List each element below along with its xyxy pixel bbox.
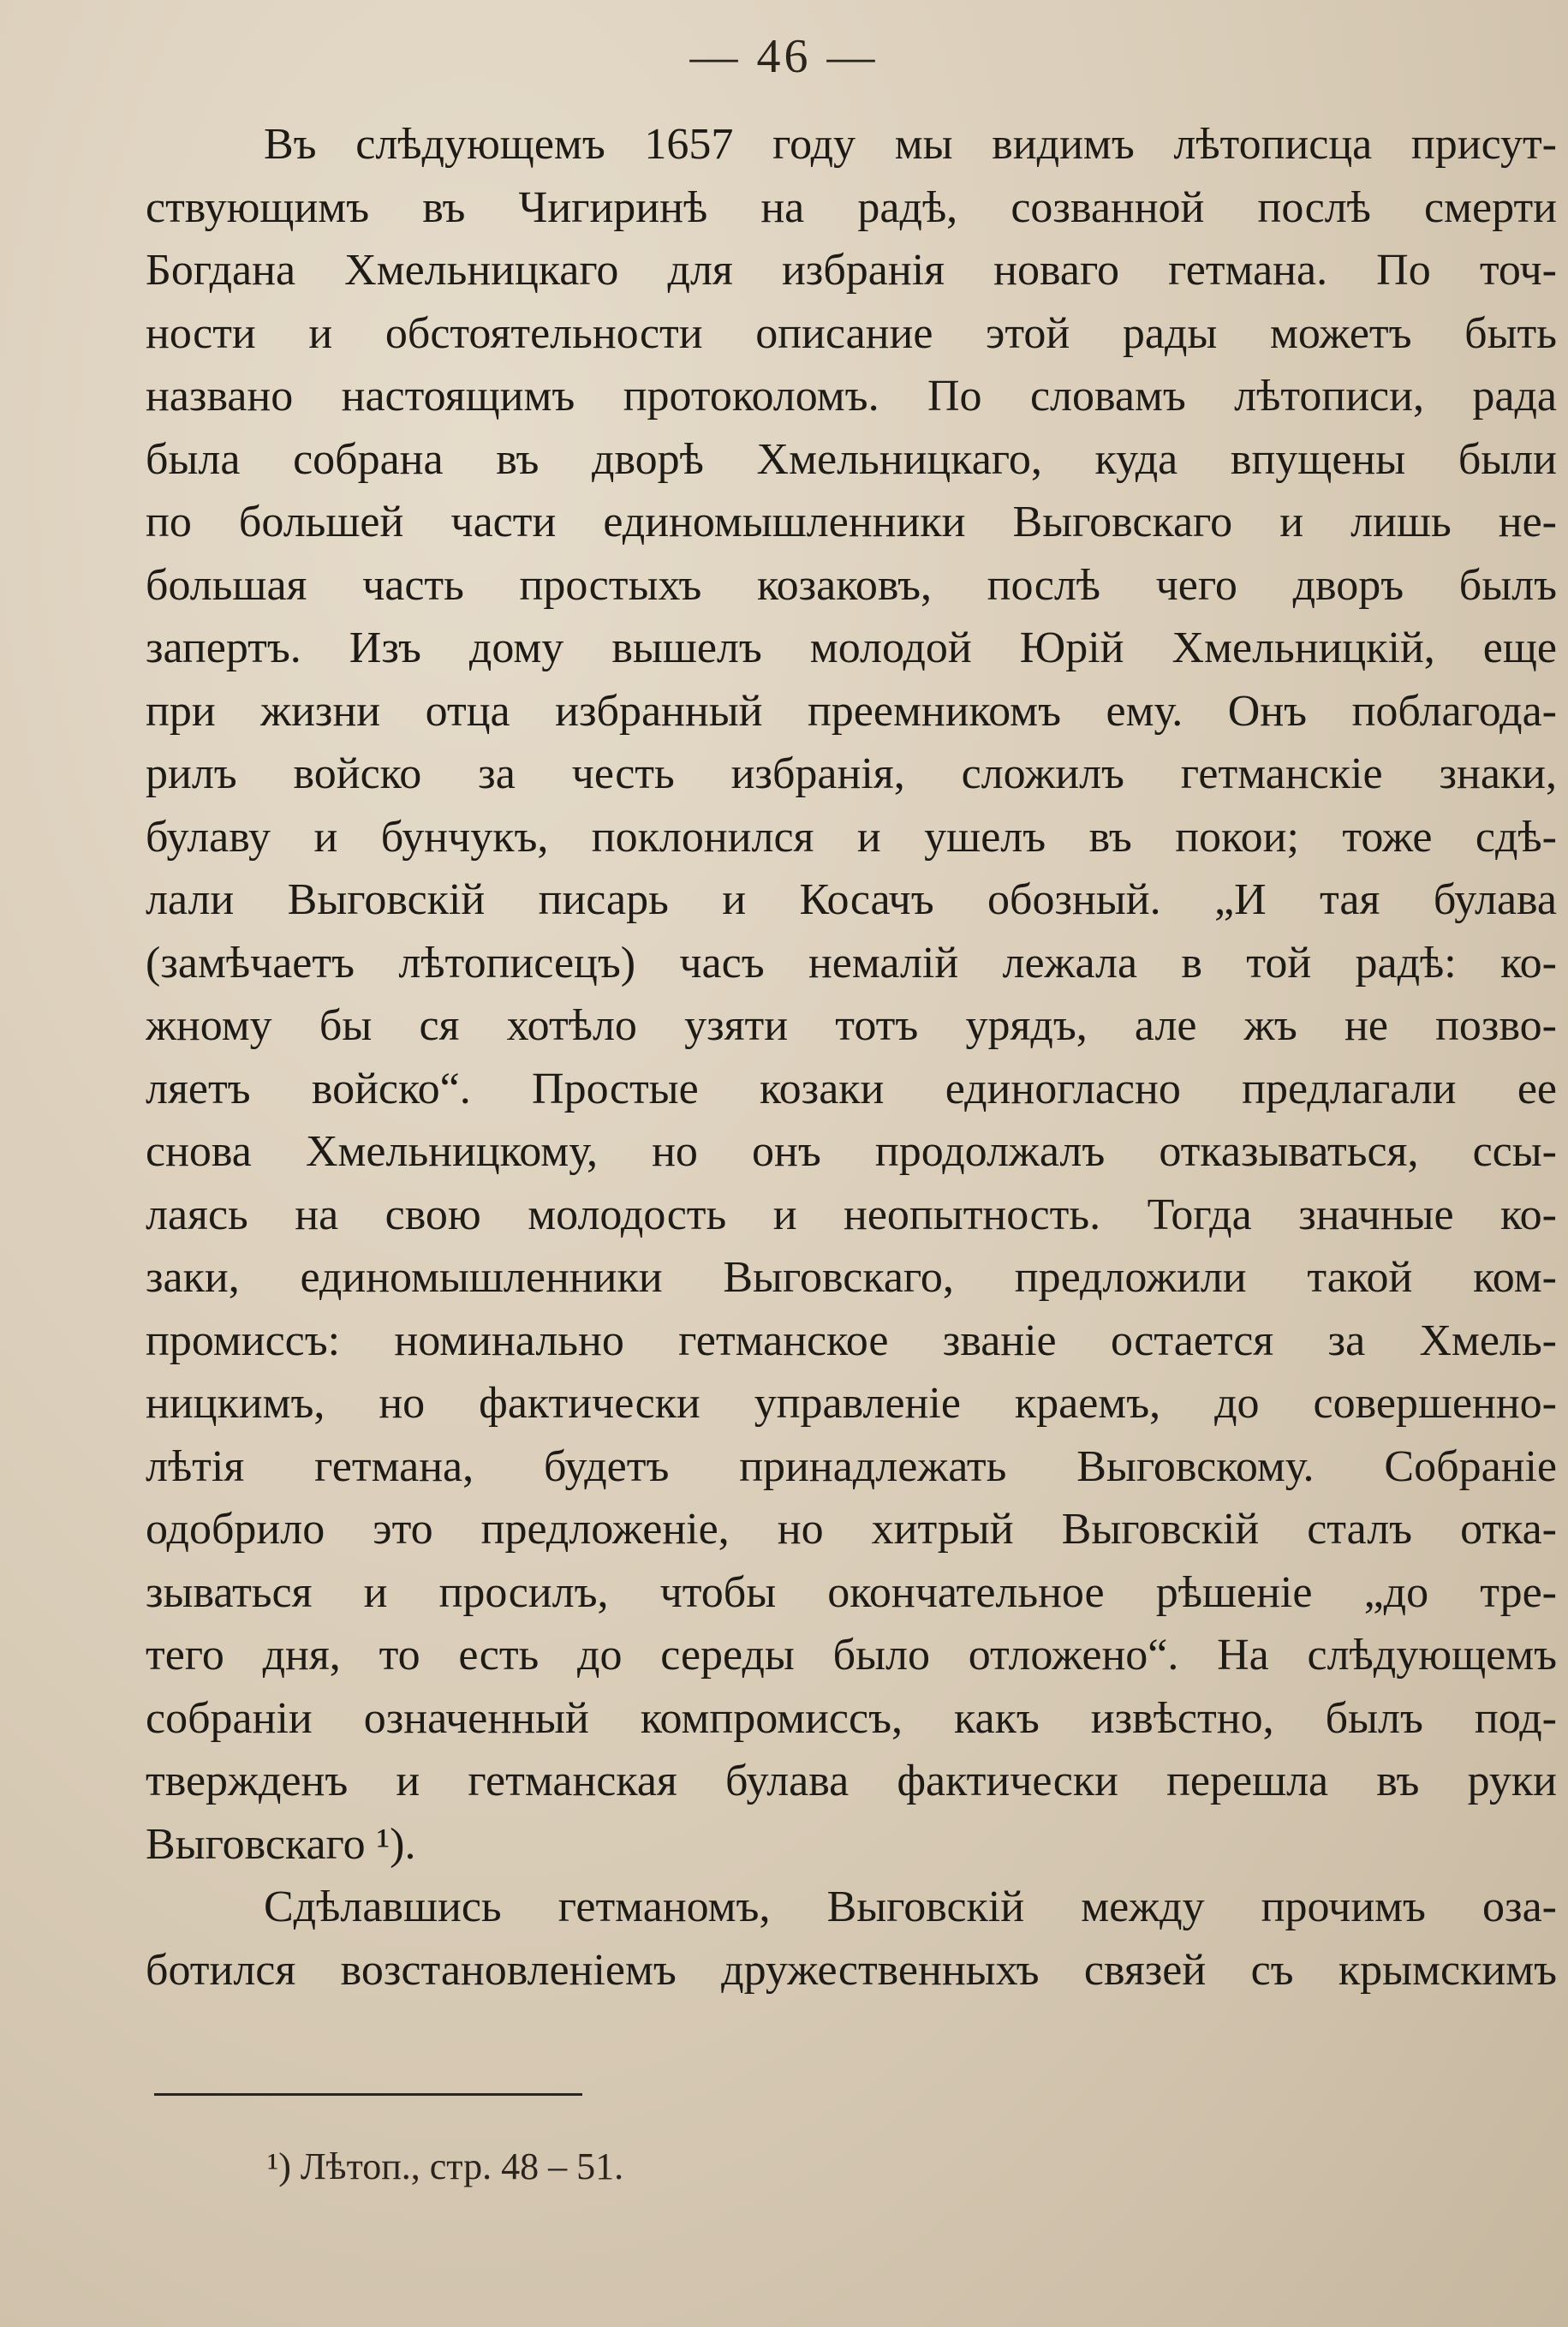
text-line: Богдана Хмельницкаго для избранія новаго гетмана. По точ- bbox=[146, 246, 1557, 295]
text-line: лали Выговскій писарь и Косачъ обозный. „И тая булава bbox=[146, 875, 1557, 924]
text-line: Сдѣлавшись гетманомъ, Выговскій между прочимъ оза- bbox=[264, 1882, 1557, 1931]
text-line: лѣтія гетмана, будетъ принадлежать Выговскому. Собраніе bbox=[146, 1441, 1557, 1491]
text-line: была собрана въ дворѣ Хмельницкаго, куда впущены были bbox=[146, 434, 1557, 484]
text-line: при жизни отца избранный преемникомъ ему. Онъ поблагода- bbox=[146, 686, 1557, 736]
text-line: запертъ. Изъ дому вышелъ молодой Юрій Хмельницкій, еще bbox=[146, 624, 1557, 672]
text-line: ности и обстоятельности описание этой рады можетъ быть bbox=[146, 308, 1557, 358]
text-line: промиссъ: номинально гетманское званіе остается за Хмель- bbox=[146, 1316, 1557, 1365]
text-line: большая часть простыхъ козаковъ, послѣ чего дворъ былъ bbox=[146, 560, 1557, 610]
footnote: ¹) Лѣтоп., стр. 48 – 51. bbox=[267, 2145, 624, 2187]
text-line: Въ слѣдующемъ 1657 году мы видимъ лѣтописца присут- bbox=[264, 120, 1557, 169]
footnote-divider bbox=[154, 2093, 582, 2096]
text-line: лаясь на свою молодость и неопытность. Тогда значные ко- bbox=[146, 1190, 1557, 1239]
text-line: рилъ войско за честь избранія, сложилъ гетманскіе знаки, bbox=[146, 749, 1557, 798]
body-text bbox=[146, 113, 1557, 2002]
text-line: ботился возстановленіемъ дружественныхъ связей съ крымскимъ bbox=[146, 1945, 1557, 1995]
paragraph-2 bbox=[146, 1876, 1557, 2002]
paragraph-1 bbox=[146, 113, 1557, 1876]
text-line: жному бы ся хотѣло узяти тотъ урядъ, але жъ не позво- bbox=[146, 1001, 1557, 1050]
text-line: булаву и бунчукъ, поклонился и ушелъ въ покои; тоже сдѣ- bbox=[146, 812, 1557, 862]
text-line: названо настоящимъ протоколомъ. По словамъ лѣтописи, рада bbox=[146, 372, 1557, 421]
text-line: собраніи означенный компромиссъ, какъ извѣстно, былъ под- bbox=[146, 1693, 1557, 1743]
text-line: тего дня, то есть до середы было отложено“. На слѣдующемъ bbox=[146, 1631, 1557, 1680]
page-number: — 46 — bbox=[689, 30, 879, 83]
text-line: ствующимъ въ Чигиринѣ на радѣ, созванной послѣ смерти bbox=[146, 182, 1557, 232]
text-line: заки, единомышленники Выговскаго, предложили такой ком- bbox=[146, 1253, 1557, 1302]
text-line: (замѣчаетъ лѣтописецъ) часъ немалій лежала в той радѣ: ко- bbox=[146, 938, 1557, 987]
text-line: ницкимъ, но фактически управленіе краемъ, до совершенно- bbox=[146, 1379, 1557, 1428]
text-line: снова Хмельницкому, но онъ продолжалъ отказываться, ссы- bbox=[146, 1127, 1557, 1176]
text-line: ляетъ войско“. Простые козаки единогласно предлагали ее bbox=[146, 1064, 1557, 1113]
text-line: твержденъ и гетманская булава фактически перешла въ руки bbox=[146, 1757, 1557, 1805]
text-line: одобрило это предложеніе, но хитрый Выговскій сталъ отка- bbox=[146, 1505, 1557, 1554]
text-line: по большей части единомышленники Выговскаго и лишь не- bbox=[146, 498, 1557, 546]
text-line: Выговскаго ¹). bbox=[146, 1819, 416, 1869]
text-line: зываться и просилъ, чтобы окончательное рѣшеніе „до тре- bbox=[146, 1567, 1557, 1617]
